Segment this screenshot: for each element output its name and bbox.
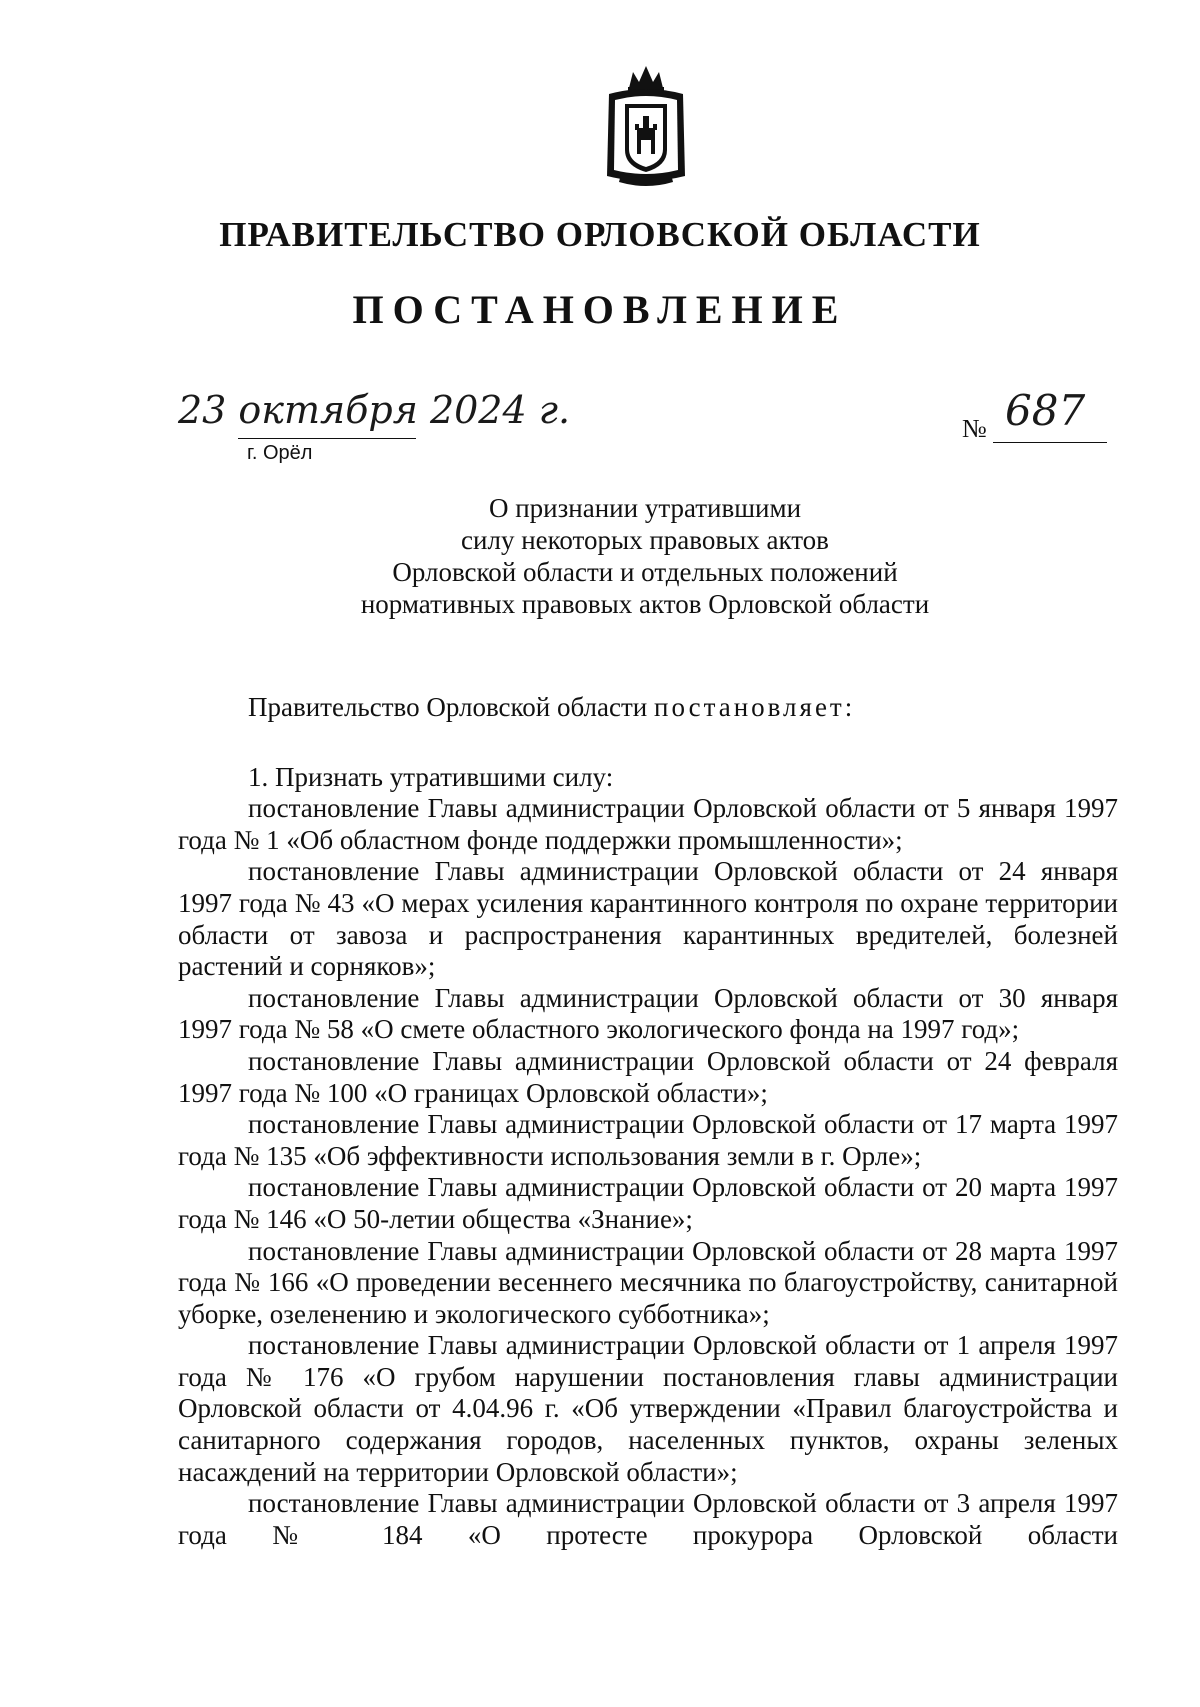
subject-line: Орловской области и отдельных положений [392, 557, 898, 587]
subject-line: силу некоторых правовых актов [461, 525, 829, 555]
item-1-heading: 1. Признать утратившими силу: [248, 761, 614, 792]
subject-line: нормативных правовых актов Орловской области [360, 589, 930, 619]
subject-line: О признании утратившими [488, 493, 802, 523]
preamble [248, 692, 1118, 724]
repealed-act-paragraph: постановление Главы администрации Орловской области от 30 января 1997 года № 58 «О смете областного экологического фонда на 1997 год»; [178, 982, 1118, 1045]
repealed-act-paragraph: постановление Главы администрации Орловской области от 5 января 1997 года № 1 «Об областном фонде поддержки промышленности»; [178, 793, 1118, 855]
date-underline [238, 438, 416, 439]
government-title: ПРАВИТЕЛЬСТВО ОРЛОВСКОЙ ОБЛАСТИ [219, 215, 981, 254]
repealed-act-paragraph: постановление Главы администрации Орловской области от 24 января 1997 года № 43 «О мерах усиления карантинного контроля по охране территории области от завоза и распространения карантинных вредителей, болезней растений и сорняков»; [178, 856, 1118, 982]
coat-of-arms [601, 58, 691, 188]
number-underline [993, 442, 1107, 443]
orel-region-coat-of-arms-icon [601, 58, 691, 188]
repealed-act-paragraph: постановление Главы администрации Орловской области от 20 марта 1997 года № 146 «О 50-летии общества «Знание»; [178, 1172, 1118, 1234]
preamble-text: Правительство Орловской области [248, 692, 648, 722]
handwritten-number: 687 [1005, 386, 1086, 435]
preamble-verb: постановляет: [654, 692, 856, 722]
document-type-title: ПОСТАНОВЛЕНИЕ [352, 287, 848, 332]
document-subject [0, 492, 1200, 620]
document-body [178, 692, 1118, 1551]
number-sign: № [962, 414, 987, 443]
city-label: г. Орёл [247, 442, 313, 464]
repealed-act-paragraph: постановление Главы администрации Орловской области от 3 апреля 1997 года № 184 «О протесте прокурора Орловской области [178, 1488, 1118, 1550]
repealed-act-paragraph: постановление Главы администрации Орловской области от 17 марта 1997 года № 135 «Об эффективности использования земли в г. Орле»; [178, 1109, 1118, 1171]
handwritten-date: 23 октября 2024 г. [178, 388, 571, 432]
repealed-act-paragraph: постановление Главы администрации Орловской области от 28 марта 1997 года № 166 «О проведении весеннего месячника по благоустройству, санитарной уборке, озеленению и экологического субботника»; [178, 1235, 1118, 1329]
repealed-act-paragraph: постановление Главы администрации Орловской области от 24 февраля 1997 года № 100 «О границах Орловской области»; [178, 1045, 1118, 1108]
repealed-act-paragraph: постановление Главы администрации Орловской области от 1 апреля 1997 года № 176 «О грубом нарушении постановления главы администрации Орловской области от 4.04.96 г. «Об утверждении «Правил благоустройства и санитарного содержания городов, населенных пунктов, охраны зеленых насаждений на территории Орловской области»; [178, 1330, 1118, 1487]
